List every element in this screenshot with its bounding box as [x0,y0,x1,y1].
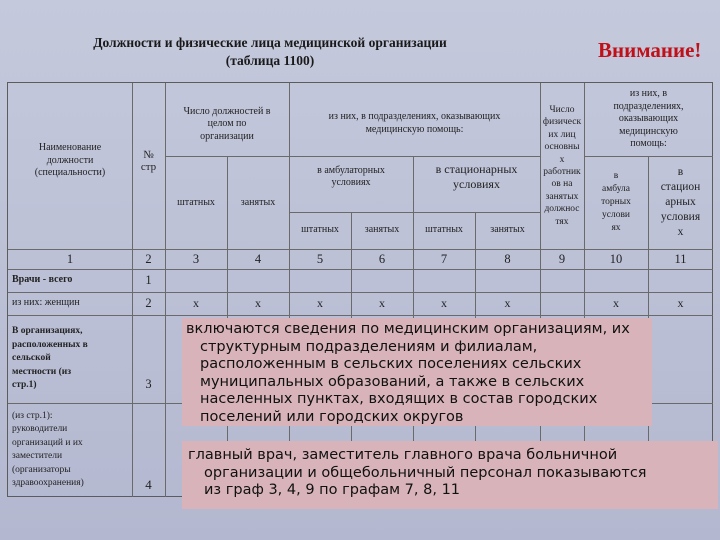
colnum-1: 1 [66,251,74,266]
header-stationary: в стационарных условиях [435,162,518,191]
colnum-4: 4 [254,251,262,266]
colnum-6: 6 [378,251,386,266]
header-staff-stationary: штатных [425,224,463,236]
row-heads-number: 4 [145,476,152,492]
header-persons-subdivisions: из них, в подразделениях, оказывающих медицинскую помощь: [613,88,684,150]
row-doctors-number: 1 [145,273,152,288]
colnum-5: 5 [316,251,324,266]
cell-x: х [255,296,261,311]
header-staff-total: штатных [177,196,215,208]
cell-x: х [441,296,447,311]
page-title [90,34,450,70]
header-total-positions: Число должностей в целом по организации [183,105,271,142]
title-line-1: Должности и физические лица медицинской организации [93,35,447,50]
row-women-number: 2 [145,296,152,311]
cell-x: х [677,296,684,311]
cell-x: х [317,296,323,311]
header-staff-ambulatory: штатных [301,224,339,236]
cell-x: х [379,296,385,311]
attention-label: Внимание! [598,38,702,62]
header-physical-persons: Число физическ их лиц основны х работник ов на занятых должнос тях [542,104,582,227]
header-persons-ambulatory: в амбула торных услови ях [601,171,631,233]
header-occupied-total: занятых [240,196,276,208]
row-rural-label: В организациях, расположенных в сельской местности (из стр.1) [12,326,88,391]
cell-x: х [504,296,511,311]
header-ambulatory: в амбулаторных условиях [317,164,385,188]
title-line-2: (таблица 1100) [225,53,315,68]
colnum-3: 3 [192,251,200,266]
header-occupied-ambulatory: занятых [364,224,400,236]
header-name: Наименование должности (специальности) [34,142,106,179]
header-subdivisions: из них, в подразделениях, оказывающих медицинскую помощь: [328,111,501,135]
row-rural-number: 3 [145,376,152,391]
positions-table [7,82,713,497]
row-heads-label: (из стр.1): руководители организаций и их заместители (организаторы здравоохранения) [12,410,84,488]
note-heads: главный врач, заместитель главного врача больничной организации и общебольничный персонал показываются из граф 3, 4, 9 по графам 7, 8, 11 [182,441,718,509]
cell-x: х [193,296,199,311]
row-doctors-label: Врачи - всего [12,274,73,286]
colnum-2: 2 [145,251,152,266]
colnum-7: 7 [440,251,448,266]
header-line-number: № стр [140,148,157,173]
header-persons-stationary: в стацион арных условия х [660,166,701,238]
colnum-9: 9 [558,251,566,266]
colnum-8: 8 [504,251,511,266]
note-rural: включаются сведения по медицинским организациям, их структурным подразделениям и филиалам, расположенным в сельских поселениях сельских муниципальных образований, а также в сельских населенных пунктах, входящих в состав городских поселений или городских округов [182,318,652,426]
row-women-label: из них: женщин [12,297,80,309]
colnum-10: 10 [609,251,623,266]
cell-x: х [613,296,619,311]
header-occupied-stationary: занятых [490,224,525,236]
colnum-11: 11 [674,251,687,266]
